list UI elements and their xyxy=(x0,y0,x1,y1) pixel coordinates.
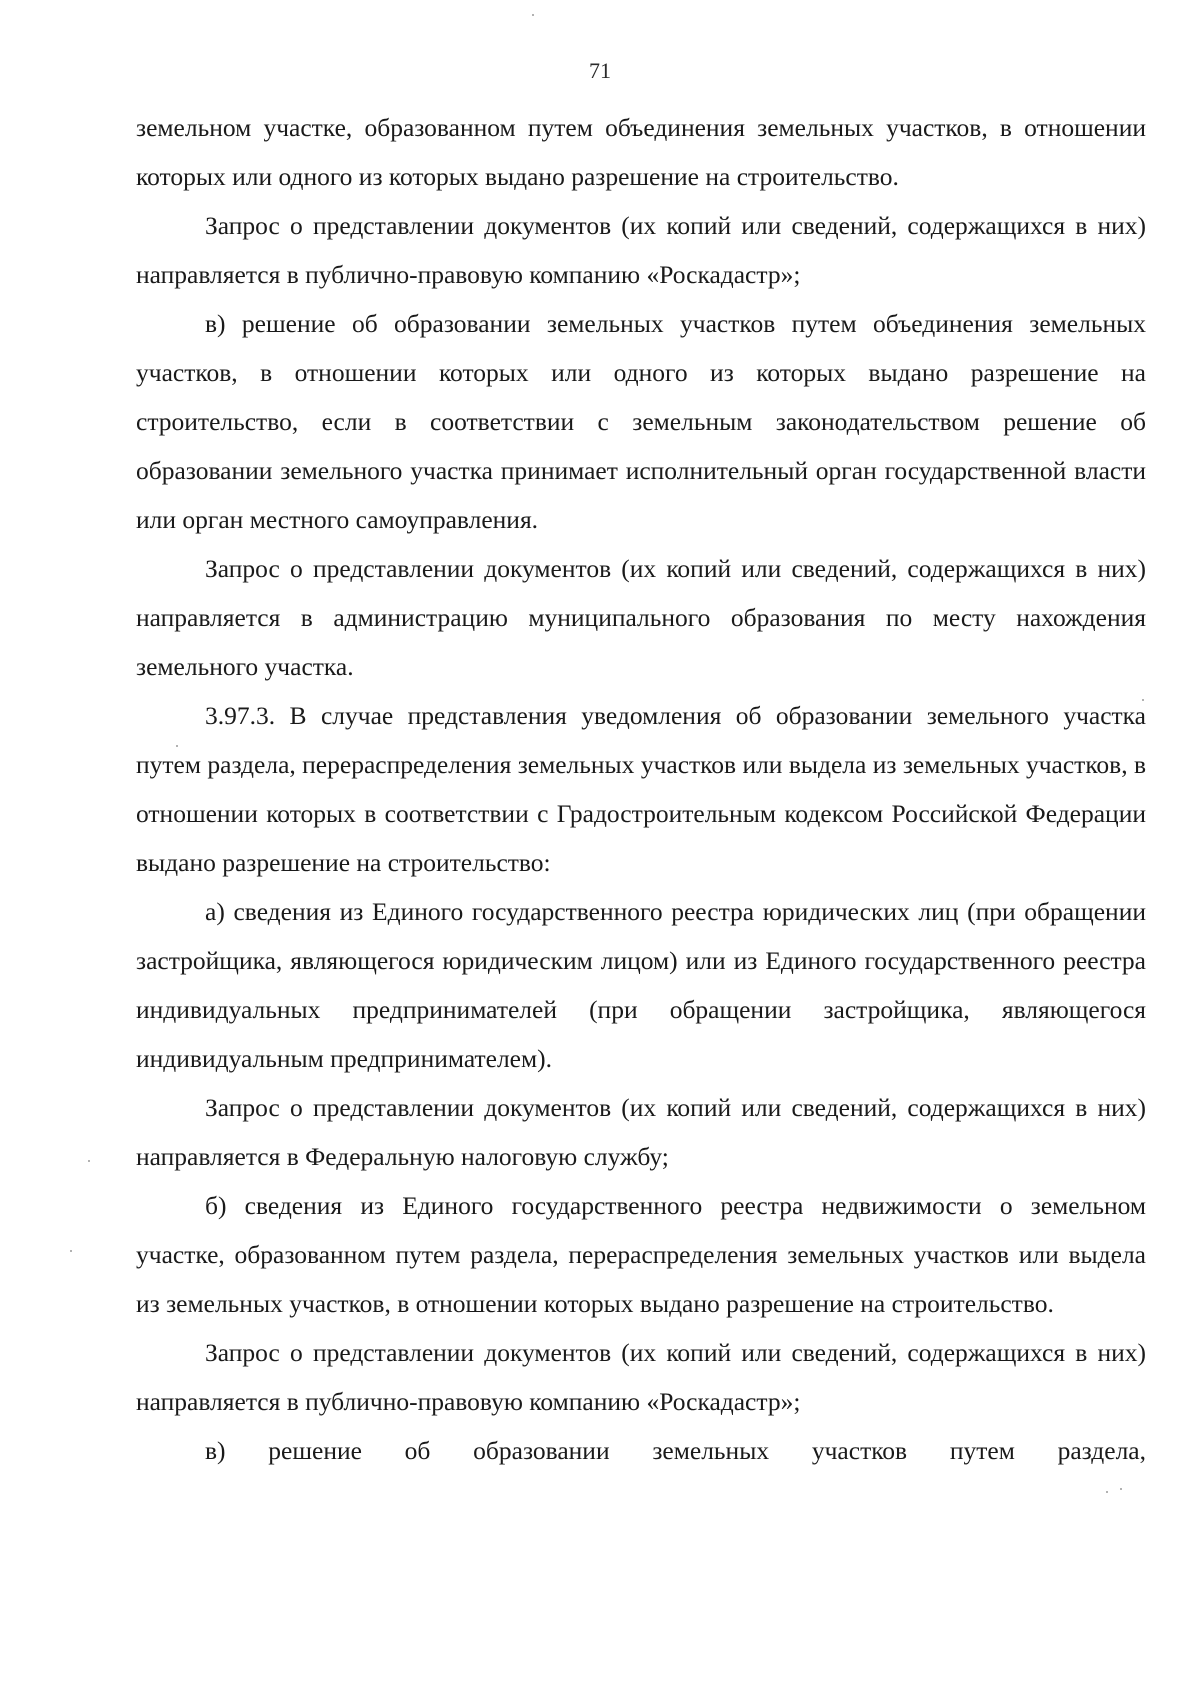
scan-speck xyxy=(88,1160,90,1162)
paragraph-item-v-continued: в) решение об образовании земельных участков путем раздела, xyxy=(205,1436,1146,1465)
paragraph: Запрос о представлении документов (их копий или сведений, содержащихся в них) направляется в Федеральную налоговую службу; xyxy=(136,1093,1146,1171)
scan-speck xyxy=(1120,1488,1122,1490)
scan-speck xyxy=(176,745,178,747)
page-number: 71 xyxy=(589,58,611,83)
paragraph-continuation: земельном участке, образованном путем объединения земельных участков, в отношении которых или одного из которых выдано разрешение на строительство. xyxy=(136,113,1146,191)
scan-speck xyxy=(70,1250,72,1252)
scan-speck xyxy=(1106,1491,1108,1493)
paragraph: Запрос о представлении документов (их копий или сведений, содержащихся в них) направляется в публично-правовую компанию «Роскадастр»; xyxy=(136,1338,1146,1416)
paragraph-item-a: а) сведения из Единого государственного реестра юридических лиц (при обращении застройщика, являющегося юридическим лицом) или из Единого государственного реестра индивидуальных предпринимателей (при обращении застройщика, являющегося индивидуальным предпринимателем). xyxy=(136,897,1146,1073)
paragraph-item-v: в) решение об образовании земельных участков путем объединения земельных участков, в отношении которых или одного из которых выдано разрешение на строительство, если в соответствии с земельным законодательством решение об образовании земельного участка принимает исполнительный орган государственной власти или орган местного самоуправления. xyxy=(136,309,1146,534)
paragraph: Запрос о представлении документов (их копий или сведений, содержащихся в них) направляется в публично-правовую компанию «Роскадастр»; xyxy=(136,211,1146,289)
paragraph: Запрос о представлении документов (их копий или сведений, содержащихся в них) направляется в администрацию муниципального образования по месту нахождения земельного участка. xyxy=(136,554,1146,681)
paragraph-item-b: б) сведения из Единого государственного реестра недвижимости о земельном участке, образованном путем раздела, перераспределения земельных участков или выдела из земельных участков, в отношении которых выдано разрешение на строительство. xyxy=(136,1191,1146,1318)
scan-speck xyxy=(1142,699,1144,701)
paragraph-section-3-97-3: 3.97.3. В случае представления уведомления об образовании земельного участка путем раздела, перераспределения земельных участков или выдела из земельных участков, в отношении которых в соответствии с Градостроительным кодексом Российской Федерации выдано разрешение на строительство: xyxy=(136,701,1146,877)
scan-speck xyxy=(532,14,534,16)
document-body xyxy=(136,103,1146,1475)
